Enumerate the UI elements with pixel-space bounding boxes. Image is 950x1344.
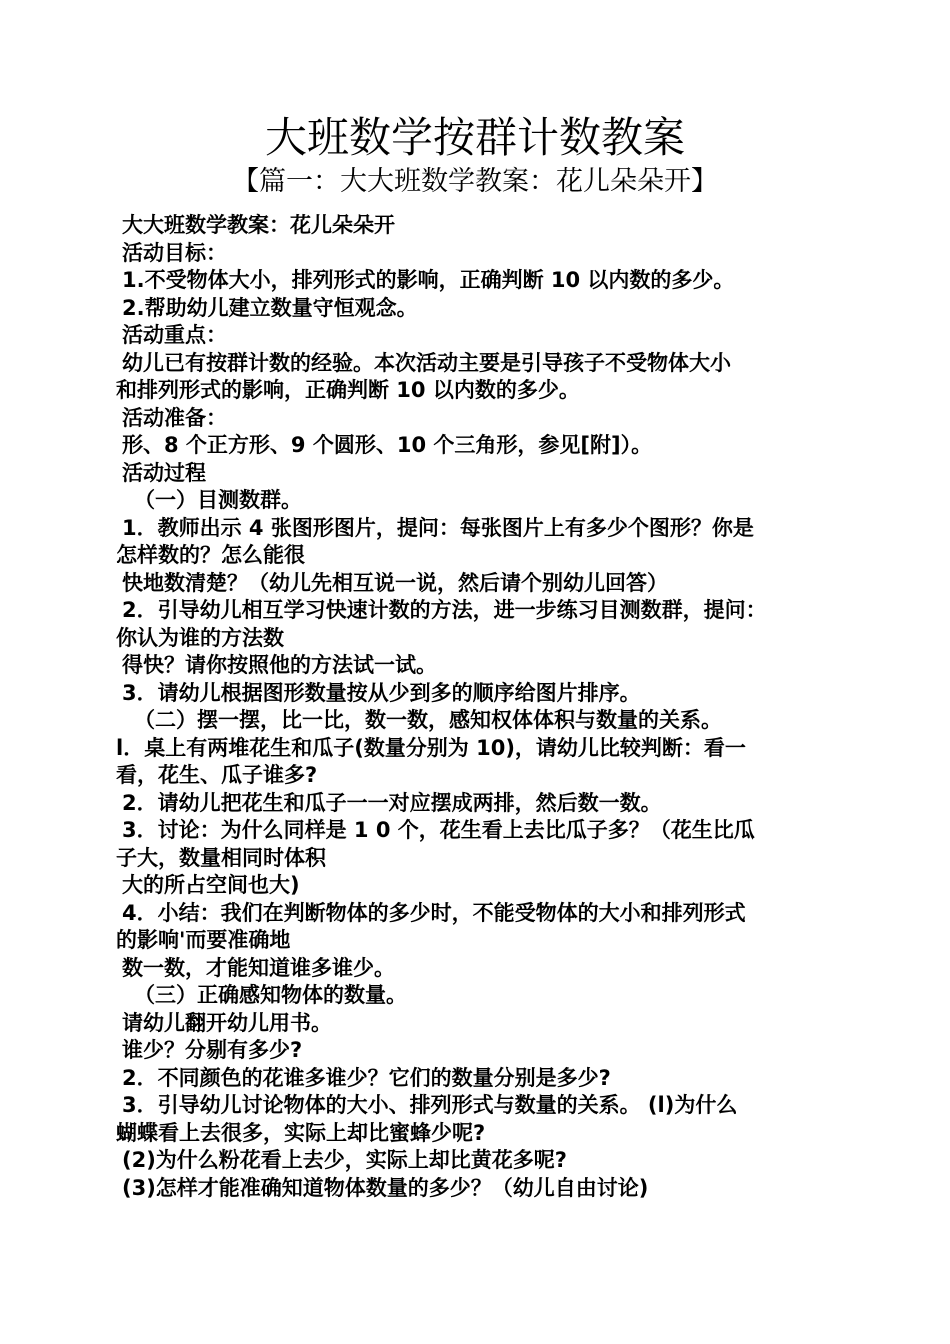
paragraph-line: l．桌上有两堆花生和瓜子(数量分别为 10)，请幼儿比较判断：看一 (116, 735, 746, 760)
paragraph-line: 请幼儿翻开幼儿用书。 (122, 1010, 332, 1035)
section-heading: 大大班数学教案：花儿朵朵开 (122, 213, 395, 237)
document-body (116, 212, 856, 1202)
paragraph-line: 怎样数的？怎么能很 (116, 543, 305, 567)
paragraph-line: 数一数，才能知道谁多谁少。 (122, 955, 395, 980)
paragraph-line: (3)怎样才能准确知道物体数量的多少？（幼儿自由讨论) (122, 1175, 649, 1200)
paragraph-line: 2.帮助幼儿建立数量守恒观念。 (122, 295, 418, 320)
paragraph-line: 大的所占空间也大) (122, 873, 300, 897)
paragraph-line: 幼儿已有按群计数的经验。本次活动主要是引导孩子不受物体大小 (122, 350, 731, 375)
paragraph-line: 蝴蝶看上去很多，实际上却比蜜蜂少呢? (116, 1120, 486, 1145)
section-label: 活动过程 (122, 460, 206, 485)
paragraph-line: 得快？请你按照他的方法试一试。 (122, 653, 437, 677)
paragraph-line: 2．请幼儿把花生和瓜子一一对应摆成两排，然后数一数。 (122, 790, 662, 815)
document-title: 大班数学按群计数教案 (264, 113, 685, 162)
paragraph-line: 1.不受物体大小，排列形式的影响，正确判断 10 以内数的多少。 (122, 268, 735, 292)
paragraph-line: (2)为什么粉花看上去少，实际上却比黄花多呢? (122, 1148, 567, 1172)
paragraph-line: 3．请幼儿根据图形数量按从少到多的顺序给图片排序。 (122, 680, 641, 705)
paragraph-line: 2．不同颜色的花谁多谁少？它们的数量分别是多少? (122, 1065, 611, 1090)
paragraph-line: 子大，数量相同时体积 (116, 845, 326, 870)
paragraph-line: 形、8 个正方形、9 个圆形、10 个三角形，参见[附]）。 (122, 433, 653, 457)
paragraph-line: 1．教师出示 4 张图形图片，提问：每张图片上有多少个图形？你是 (122, 515, 754, 540)
paragraph-line: 4．小结：我们在判断物体的多少时，不能受物体的大小和排列形式 (122, 900, 746, 925)
paragraph-line: 的影响'而要准确地 (116, 928, 291, 952)
subsection-heading: （三）正确感知物体的数量。 (134, 983, 407, 1007)
section-label: 活动重点： (122, 323, 227, 347)
document-subtitle: 【篇一：大大班数学教案：花儿朵朵开】 (232, 166, 718, 197)
subsection-heading: （二）摆一摆，比一比，数一数，感知权体体积与数量的关系。 (134, 708, 722, 732)
paragraph-line: 快地数清楚？（幼儿先相互说一说，然后请个别幼儿回答） (122, 570, 668, 595)
subsection-heading: （一）目测数群。 (134, 488, 302, 512)
paragraph-line: 你认为谁的方法数 (116, 625, 284, 650)
paragraph-line: 看，花生、瓜子谁多? (116, 763, 318, 787)
paragraph-line: 2．引导幼儿相互学习快速计数的方法，进一步练习目测数群，提问： (122, 598, 767, 622)
section-label: 活动准备： (122, 405, 227, 430)
paragraph-line: 3．讨论：为什么同样是 1 0 个，花生看上去比瓜子多？（花生比瓜 (122, 818, 755, 842)
section-label: 活动目标： (122, 240, 227, 265)
paragraph-line: 和排列形式的影响，正确判断 10 以内数的多少。 (116, 378, 580, 402)
paragraph-line: 3．引导幼儿讨论物体的大小、排列形式与数量的关系。 (l)为什么 (122, 1093, 738, 1117)
paragraph-line: 谁少？分剔有多少? (122, 1038, 303, 1062)
